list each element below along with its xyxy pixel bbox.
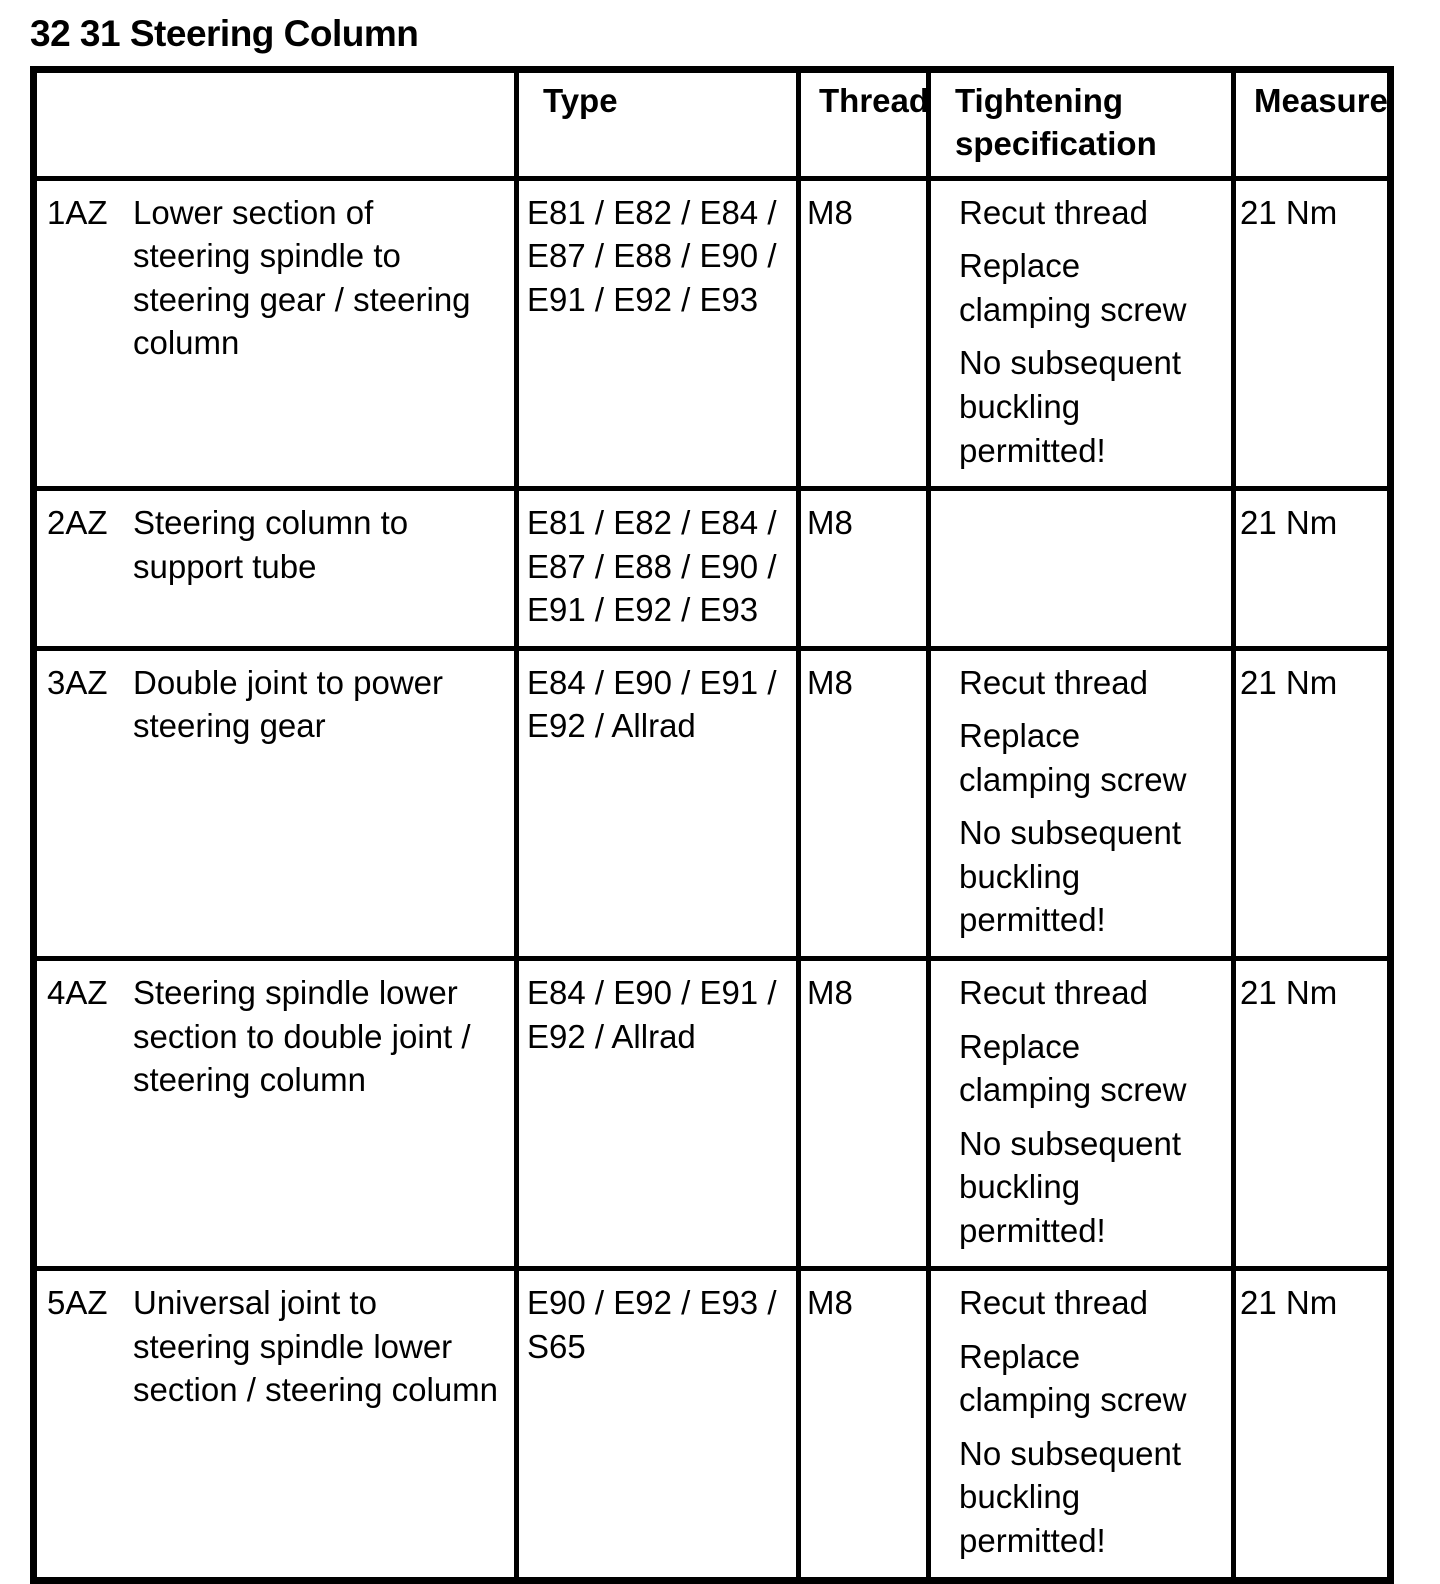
tightening-note: No subsequent buckling permitted! <box>959 1434 1181 1559</box>
tightening-note: Replace clamping screw <box>959 1337 1187 1419</box>
thread-cell: M8 <box>799 1269 929 1580</box>
tightening-cell-empty <box>929 489 1234 649</box>
tightening-cell <box>929 178 1234 488</box>
tightening-cell <box>929 1269 1234 1580</box>
tightening-note: Recut thread <box>959 193 1148 231</box>
row-id: 3AZ <box>47 663 108 701</box>
row-id: 2AZ <box>47 504 108 542</box>
header-measure: Measure <box>1234 69 1391 178</box>
item-cell <box>34 489 517 649</box>
tightening-cell <box>929 958 1234 1268</box>
tightening-note: No subsequent buckling permitted! <box>959 814 1181 939</box>
type-cell: E84 / E90 / E91 / E92 / Allrad <box>517 958 799 1268</box>
thread-cell: M8 <box>799 648 929 958</box>
tightening-note: No subsequent buckling permitted! <box>959 344 1181 469</box>
table-row-4az <box>34 958 1391 1268</box>
table-row-3az <box>34 648 1391 958</box>
row-description: Lower section of steering spindle to steering gear / steering column <box>133 193 471 362</box>
tightening-note: Recut thread <box>959 973 1148 1011</box>
type-cell: E84 / E90 / E91 / E92 / Allrad <box>517 648 799 958</box>
row-id: 5AZ <box>47 1284 108 1322</box>
row-description: Universal joint to steering spindle lower section / steering column <box>133 1284 499 1409</box>
header-thread: Thread <box>799 69 929 178</box>
type-cell: E90 / E92 / E93 / S65 <box>517 1269 799 1580</box>
thread-cell: M8 <box>799 958 929 1268</box>
measure-cell: 21 Nm <box>1234 958 1391 1268</box>
header-item <box>34 69 517 178</box>
row-description: Steering column to support tube <box>133 504 409 585</box>
item-cell <box>34 1269 517 1580</box>
page-title: 32 31 Steering Column <box>30 13 419 54</box>
measure-cell: 21 Nm <box>1234 178 1391 488</box>
thread-cell: M8 <box>799 178 929 488</box>
header-tightening-specification: Tightening specification <box>929 69 1234 178</box>
tightening-note: Replace clamping screw <box>959 1027 1187 1109</box>
table-header-row <box>34 69 1391 178</box>
tightening-cell <box>929 648 1234 958</box>
row-id: 1AZ <box>47 193 108 231</box>
table-row-2az <box>34 489 1391 649</box>
tightening-note: No subsequent buckling permitted! <box>959 1124 1181 1249</box>
type-cell: E81 / E82 / E84 / E87 / E88 / E90 / E91 / E92 / E93 <box>517 178 799 488</box>
tightening-note: Replace clamping screw <box>959 247 1187 328</box>
row-description: Double joint to power steering gear <box>133 663 444 745</box>
table-row-1az <box>34 178 1391 488</box>
measure-cell: 21 Nm <box>1234 648 1391 958</box>
header-type: Type <box>517 69 799 178</box>
type-cell: E81 / E82 / E84 / E87 / E88 / E90 / E91 / E92 / E93 <box>517 489 799 649</box>
measure-cell: 21 Nm <box>1234 489 1391 649</box>
row-id: 4AZ <box>47 973 108 1011</box>
tightening-note: Recut thread <box>959 1284 1148 1322</box>
table-row-5az <box>34 1269 1391 1580</box>
thread-cell: M8 <box>799 489 929 649</box>
item-cell <box>34 648 517 958</box>
item-cell <box>34 178 517 488</box>
item-cell <box>34 958 517 1268</box>
row-description: Steering spindle lower section to double joint / steering column <box>133 973 471 1099</box>
tightening-note: Replace clamping screw <box>959 717 1187 798</box>
measure-cell: 21 Nm <box>1234 1269 1391 1580</box>
torque-spec-table <box>30 66 1394 1584</box>
tightening-note: Recut thread <box>959 663 1148 701</box>
